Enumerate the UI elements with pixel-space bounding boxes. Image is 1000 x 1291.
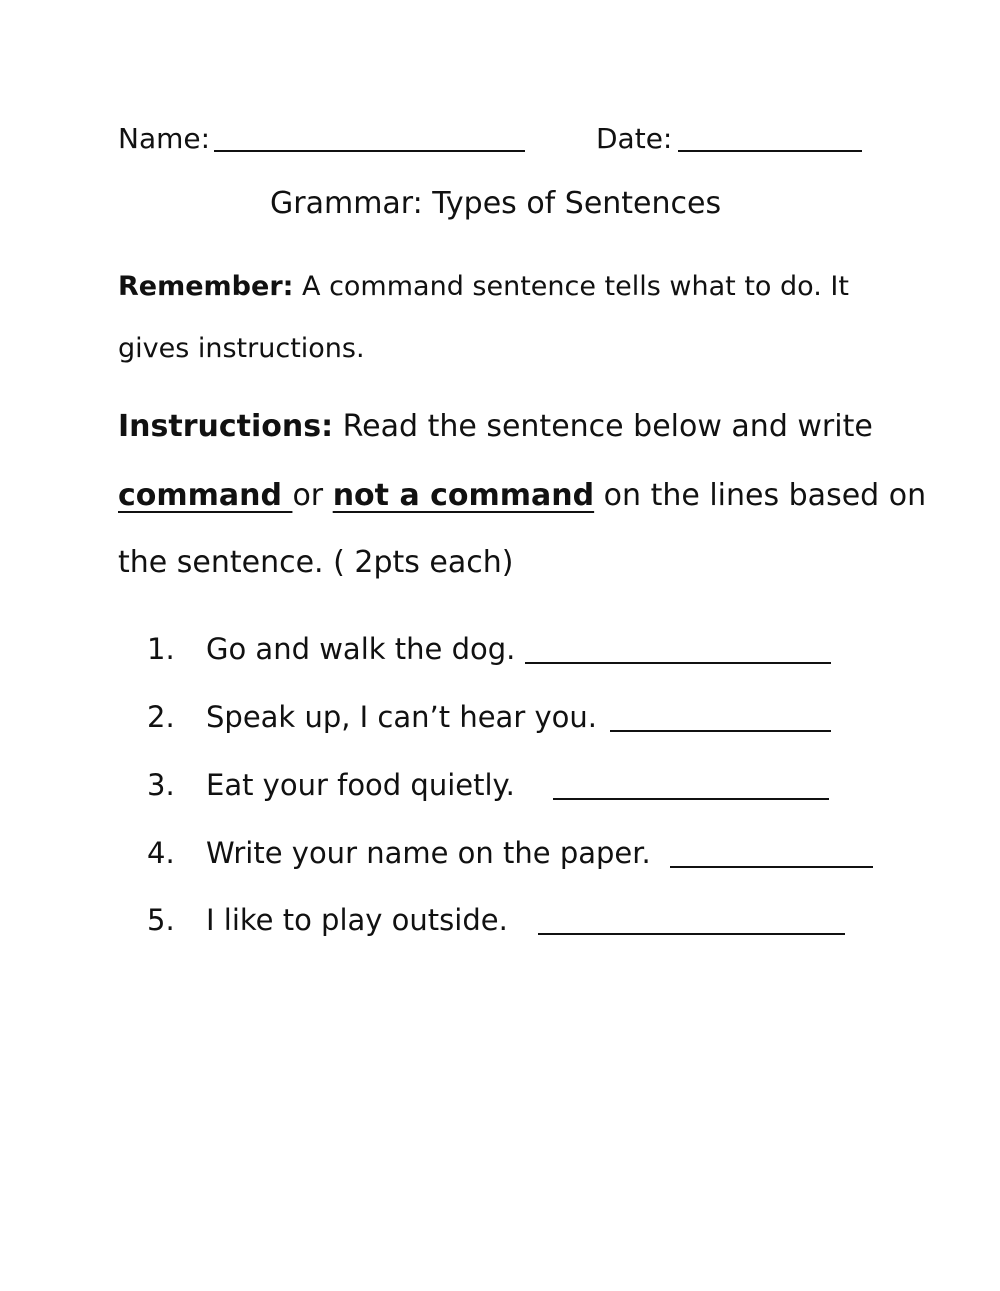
- item-sentence: Go and walk the dog.: [206, 632, 516, 666]
- item-number: 5.: [147, 903, 175, 937]
- option-not-a-command: not a command: [332, 478, 595, 513]
- answer-blank[interactable]: [525, 662, 831, 664]
- item-number: 2.: [147, 700, 175, 734]
- option-command: command: [118, 478, 293, 513]
- item-sentence: Eat your food quietly.: [206, 768, 515, 802]
- remember-label: Remember:: [118, 271, 294, 302]
- item-sentence: Write your name on the paper.: [206, 836, 651, 870]
- answer-blank[interactable]: [670, 866, 873, 868]
- remember-line-1: [118, 271, 849, 302]
- item-number: 3.: [147, 768, 175, 802]
- instructions-line-1: [118, 409, 873, 444]
- date-blank[interactable]: [678, 150, 862, 152]
- connector-or: or: [292, 478, 324, 513]
- remember-text-1: A command sentence tells what to do. It: [293, 271, 849, 302]
- date-label: Date:: [596, 122, 673, 155]
- instructions-text-2: on the lines based on: [594, 478, 927, 513]
- item-sentence: Speak up, I can’t hear you.: [206, 700, 597, 734]
- instructions-text-1: Read the sentence below and write: [333, 409, 873, 444]
- answer-blank[interactable]: [553, 798, 829, 800]
- answer-blank[interactable]: [538, 933, 845, 935]
- remember-text-2: gives instructions.: [118, 333, 365, 364]
- item-sentence: I like to play outside.: [206, 903, 508, 937]
- answer-blank[interactable]: [610, 730, 831, 732]
- instructions-label: Instructions:: [118, 409, 334, 444]
- page-title: Grammar: Types of Sentences: [270, 186, 722, 221]
- instructions-line-3: the sentence. ( 2pts each): [118, 545, 514, 580]
- item-number: 1.: [147, 632, 175, 666]
- item-number: 4.: [147, 836, 175, 870]
- instructions-line-2: [118, 478, 926, 513]
- name-blank[interactable]: [214, 150, 525, 152]
- name-label: Name:: [118, 122, 211, 155]
